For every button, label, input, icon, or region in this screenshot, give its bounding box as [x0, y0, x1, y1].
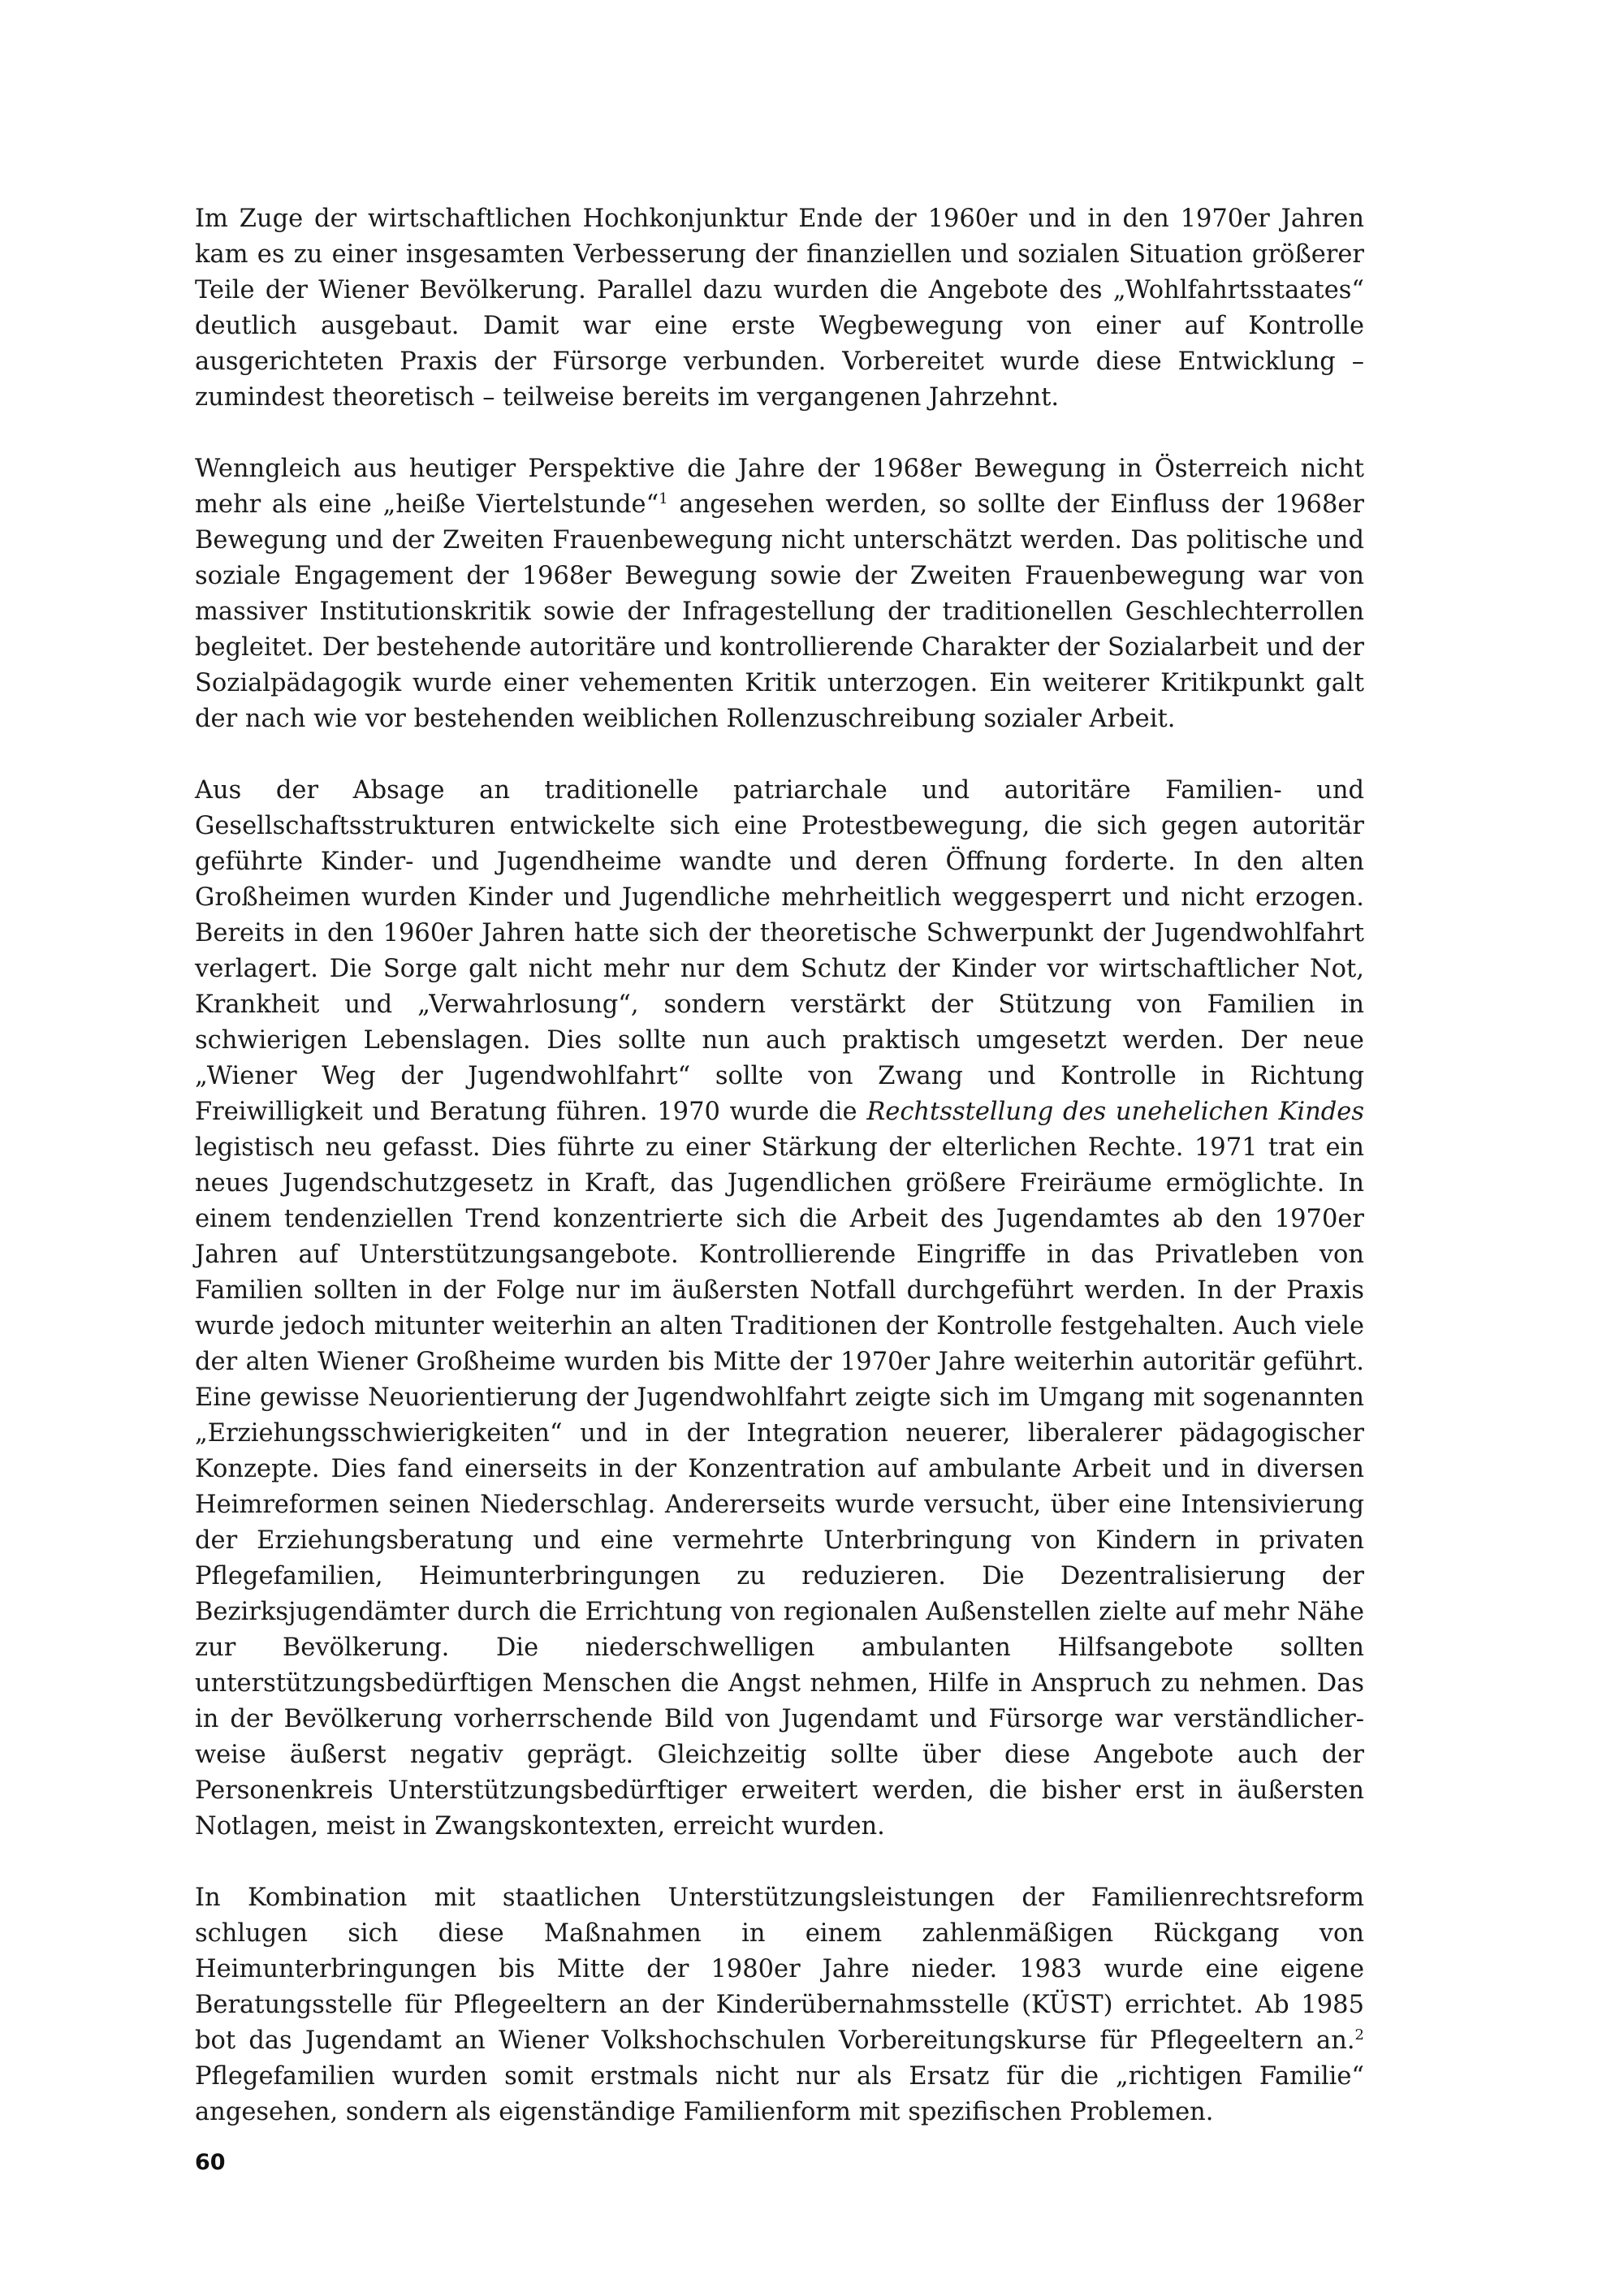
footnote-ref-2: 2 [1354, 2026, 1364, 2044]
paragraph-4 [195, 1880, 1364, 2130]
paragraph-3 [195, 773, 1364, 1845]
paragraph-2 [195, 451, 1364, 737]
paragraph-2-text-b: angesehen werden, so sollte der Einfluss der 1968er Bewegung und der Zweiten Frauenbewegung nicht unterschätzt werden. Das politische und soziale Engagement der 1968er Bewegung sowie der Zweiten Frauenbewegung war von massiver Institutionskritik sowie der Infragestellung der traditionellen Geschlechterrollen begleitet. Der bestehende autoritäre und kontrollierende Charakter der Sozialarbeit und der Sozialpädagogik wurde einer vehementen Kritik unterzogen. Ein weiterer Kritikpunkt galt der nach wie vor bestehenden weiblichen Rollenzuschreibung sozialer Arbeit. [195, 490, 1364, 733]
paragraph-3-text-b: legistisch neu gefasst. Dies führte zu einer Stärkung der elterlichen Rechte. 1971 trat ein neues Jugendschutzgesetz in Kraft, das Jugendlichen größere Freiräume ermöglichte. In einem tendenziellen Trend konzentrierte sich die Arbeit des Jugendamtes ab den 1970er Jahren auf Unterstützungsangebote. Kontrollierende Eingriffe in das Privatleben von Familien sollten in der Folge nur im äußersten Notfall durchgeführt werden. In der Praxis wurde jedoch mitunter weiterhin an alten Traditionen der Kontrolle festgehalten. Auch viele der alten Wiener Großheime wurden bis Mitte der 1970er Jahre weiterhin autoritär geführt. Eine gewisse Neuorientierung der Jugendwohlfahrt zeigte sich im Umgang mit sogenannten „Erziehungsschwierigkeiten“ und in der Integration neuerer, liberalerer pädagogischer Konzepte. Dies fand einerseits in der Konzentration auf ambulante Arbeit und in diversen Heimreformen seinen Niederschlag. Andererseits wurde versucht, über eine Intensivierung der Erziehungsberatung und eine vermehrte Unterbringung von Kindern in privaten Pflegefamilien, Heimunterbringungen zu reduzieren. Die Dezentralisierung der Bezirksjugendämter durch die Errichtung von regionalen Außenstellen zielte auf mehr Nähe zur Bevölkerung. Die niederschwelligen ambulanten Hilfsangebote sollten unterstützungsbedürftigen Menschen die Angst nehmen, Hilfe in Anspruch zu nehmen. Das in der Bevölkerung vorherrschende Bild von Jugendamt und Fürsorge war verständlicherweise äußerst negativ geprägt. Gleichzeitig sollte über diese Angebote auch der Personenkreis Unterstützungsbedürftiger erweitert werden, die bisher erst in äußersten Notlagen, meist in Zwangskontexten, erreicht wurden. [195, 1133, 1364, 1841]
page-number: 60 [195, 2150, 226, 2175]
body-text [195, 201, 1364, 2166]
paragraph-2-text-a: Wenngleich aus heutiger Perspektive die Jahre der 1968er Bewegung in Österreich nicht mehr als eine „heiße Viertelstunde“ [195, 455, 1364, 519]
paragraph-4-text-b: Pflegefamilien wurden somit erstmals nicht nur als Ersatz für die „richtigen Familie“ angesehen, sondern als eigenständige Familienform mit spezifischen Problemen. [195, 2062, 1364, 2126]
paragraph-3-text-a: Aus der Absage an traditionelle patriarchale und autoritäre Familien- und Gesellschaftsstrukturen entwickelte sich eine Protestbewegung, die sich gegen autoritär geführte Kinder- und Jugendheime wandte und deren Öffnung forderte. In den alten Großheimen wurden Kinder und Jugendliche mehrheitlich weggesperrt und nicht erzogen. Bereits in den 1960er Jahren hatte sich der theoretische Schwerpunkt der Jugendwohlfahrt verlagert. Die Sorge galt nicht mehr nur dem Schutz der Kinder vor wirtschaftlicher Not, Krankheit und „Verwahrlosung“, sondern verstärkt der Stützung von Familien in schwierigen Lebenslagen. Dies sollte nun auch praktisch umgesetzt werden. Der neue „Wiener Weg der Jugendwohlfahrt“ sollte von Zwang und Kontrolle in Richtung Freiwilligkeit und Beratung führen. 1970 wurde die [195, 776, 1364, 1126]
paragraph-1: Im Zuge der wirtschaftlichen Hochkonjunktur Ende der 1960er und in den 1970er Jahren kam es zu einer insgesamten Verbesserung der finanziellen und sozialen Situation größerer Teile der Wiener Bevölkerung. Parallel dazu wurden die Angebote des „Wohlfahrtsstaates“ deutlich ausgebaut. Damit war eine erste Wegbewegung von einer auf Kontrolle ausgerichteten Praxis der Fürsorge verbunden. Vorbereitet wurde diese Entwicklung – zumindest theoretisch – teilweise bereits im vergangenen Jahrzehnt. [195, 205, 1364, 412]
italic-law-title: Rechtsstellung des unehelichen Kindes [866, 1098, 1365, 1126]
paragraph-4-text-a: In Kombination mit staatlichen Unterstützungsleistungen der Familienrechtsreform schlugen sich diese Maßnahmen in einem zahlenmäßigen Rückgang von Heimunterbringungen bis Mitte der 1980er Jahre nieder. 1983 wurde eine eigene Beratungsstelle für Pflegeeltern an der Kinderübernahmsstelle (KÜST) errichtet. Ab 1985 bot das Jugendamt an Wiener Volkshochschulen Vorbereitungskurse für Pflegeeltern an. [195, 1884, 1364, 2055]
footnote-ref-1: 1 [659, 490, 668, 507]
